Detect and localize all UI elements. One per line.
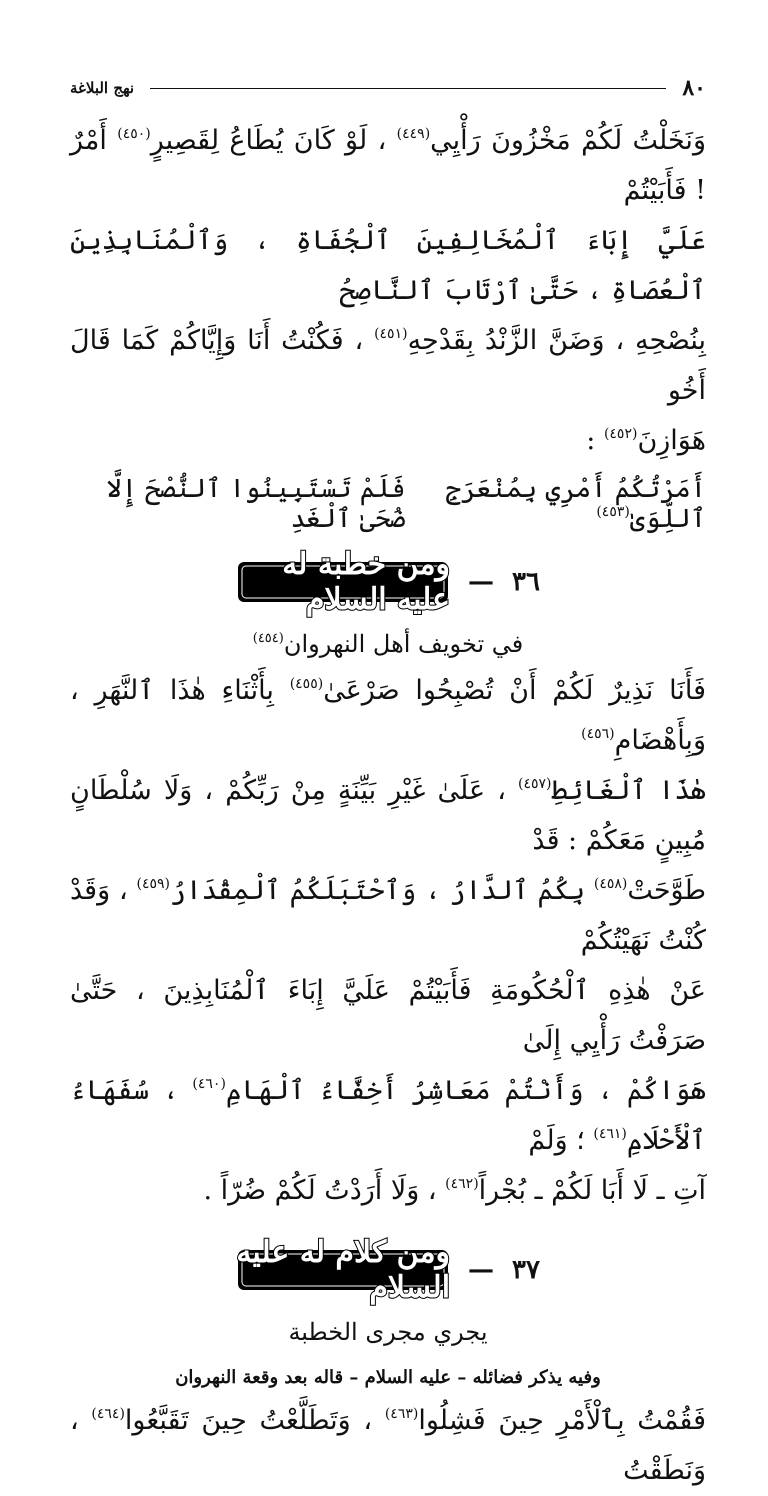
footnote-marker: (٤٦٢) [445,1176,479,1192]
text-line [70,1396,706,1496]
footnote-marker: (٤٦١) [593,1126,627,1142]
footnote-marker: (٤٦٣) [384,1406,419,1422]
footnote-marker: (٤٥٧) [518,776,552,792]
text-run: بِأَثْنَاءِ هٰذَا ٱلنَّهَرِ ، وَبِأَهْضَامِ [70,675,706,756]
text-run: هَوَازِنَ [637,425,706,456]
text-line [70,216,706,316]
footnote-marker: (٤٥٥) [289,676,324,692]
text-run: ، سُفَهَاءُ ٱلْأَحْلَامِ [70,1075,706,1156]
paragraph-1 [70,116,706,466]
text-line [70,766,706,866]
text-line [70,1166,706,1216]
text-run: : [586,425,604,456]
text-run: في تخويف أهل النهروان [283,630,524,658]
text-run: آتِ ـ لَا أَبَا لَكُمْ ـ بُجْراً [478,1175,706,1206]
text-run: ، وَتَطَلَّعْتُ حِينَ تَقَبَّعُوا [124,1405,385,1436]
section-dash: — [468,1255,495,1285]
text-run: عَنْ هٰذِهِ ٱلْحُكُومَةِ فَأَبَيْتُمْ عَلَيَّ إِبَاءَ ٱلْمُنَابِذِينَ ، حَتَّىٰ صَرَفْتُ رَأْيِي إِلَىٰ [70,975,706,1056]
text-run: فَقُمْتُ بِٱلْأَمْرِ حِينَ فَشِلُوا [418,1405,706,1436]
section-subtitle-36 [70,622,706,666]
text-run: ؛ وَلَمْ [528,1125,594,1156]
text-run: هٰذَا ٱلْغَائِطِ [551,775,707,806]
text-run: ، وَقَدْ كُنْتُ نَهَيْتُكُمْ [70,875,706,956]
footnote-marker: (٤٥٤) [252,631,284,646]
text-run: عَلَيَّ إِبَاءَ ٱلْمُخَالِفِينَ ٱلْجُفَاةِ ، وَٱلْمُنَابِذِينَ ٱلْعُصَاةِ ، حَتَّىٰ ٱرْتَابَ ٱلنَّاصِحُ [70,225,706,306]
text-line [70,866,706,966]
footnote-marker: (٤٥٩) [136,876,170,892]
paragraph-2 [70,666,706,1216]
paragraph-3 [70,1396,706,1496]
text-run: وَنَخَلْتُ لَكُمْ مَخْزُونَ رَأْيِي [430,125,706,156]
text-run: هَوَاكُمْ ، وَأَنْتُمْ مَعَاشِرُ أَخِفَّاءُ ٱلْهَامِ [225,1075,706,1106]
text-line [70,416,706,466]
poem-verse [70,474,706,534]
footnote-marker: (٤٤٩) [396,126,431,142]
text-line [70,316,706,416]
section-heading-36 [70,547,706,617]
verse-first-hemistich [405,474,706,534]
section-dash: — [468,567,495,597]
footnote-marker: (٤٥٣) [596,504,630,520]
page-number: ٨٠ [682,75,706,101]
footnote-marker: (٤٥٠) [117,126,151,142]
text-run: ، فَكُنْتُ أَنَا وَإِيَّاكُمْ كَمَا قَالَ أَخُو [70,325,706,406]
calligraphy-text: ومن كلام له عليه السلام [236,1235,451,1305]
footnote-marker: (٤٦٤) [91,1406,125,1422]
text-run: أَمْرٌ ! فَأَبَيْتُمْ [70,125,706,206]
verse-second-hemistich: فَلَمْ تَسْتَبِينُوا ٱلنُّصْحَ إِلَّا ضُحَىٰ ٱلْغَدِ [106,474,406,534]
book-page [70,70,707,1486]
text-line [70,1066,706,1166]
section-number: ٣٦ [512,567,540,597]
footnote-marker: (٤٥٢) [603,426,638,442]
text-run: ، لَوْ كَانَ يُطَاعُ لِقَصِيرٍ [150,125,397,156]
section-heading-37 [70,1235,706,1305]
calligraphy-text: ومن خطبة له عليه السلام [282,547,451,617]
section-number: ٣٧ [512,1255,540,1285]
text-line [70,116,706,216]
footnote-marker: (٤٥١) [374,326,408,342]
footnote-marker: (٤٥٨) [593,876,628,892]
text-run: بِنُصْحِهِ ، وَضَنَّ الزَّنْدُ بِقَدْحِهِ [407,325,706,356]
text-line [70,666,706,766]
text-run: فَأَنَا نَذِيرٌ لَكُمْ أَنْ تُصْبِحُوا صَرْعَىٰ [323,675,706,706]
book-title: نهج البلاغة [70,79,135,97]
section-note-37: وفيه يذكر فضائله – عليه السلام – قاله بعد وقعة النهروان [175,1367,601,1388]
page-header [70,70,706,106]
text-run: ، وَنَطَقْتُ [70,1405,706,1486]
text-run: طَوَّحَتْ [627,875,706,906]
footnote-marker: (٤٦٠) [192,1076,226,1092]
calligraphic-heading [236,547,451,617]
text-run: ، عَلَىٰ غَيْرِ بَيِّنَةٍ مِنْ رَبِّكُمْ ، وَلَا سُلْطَانٍ مُبِينٍ مَعَكُمْ : قَدْ [70,775,706,856]
text-line [70,966,706,1066]
text-run: أَمَرْتُكُمُ أَمْرِي بِمُنْعَرَجِ ٱللِّوَىٰ [445,474,706,534]
calligraphic-heading [236,1235,451,1305]
footnote-marker: (٤٥٦) [581,726,615,742]
text-run: ، وَلَا أَرَدْتُ لَكُمْ ضُرّاً . [203,1175,446,1206]
section-subtitle-37: يجري مجرى الخطبة [288,1318,488,1346]
header-rule [150,88,666,89]
text-run: بِكُمُ ٱلدَّارُ ، وَٱحْتَبَلَكُمُ ٱلْمِقْدَارُ [170,875,594,906]
